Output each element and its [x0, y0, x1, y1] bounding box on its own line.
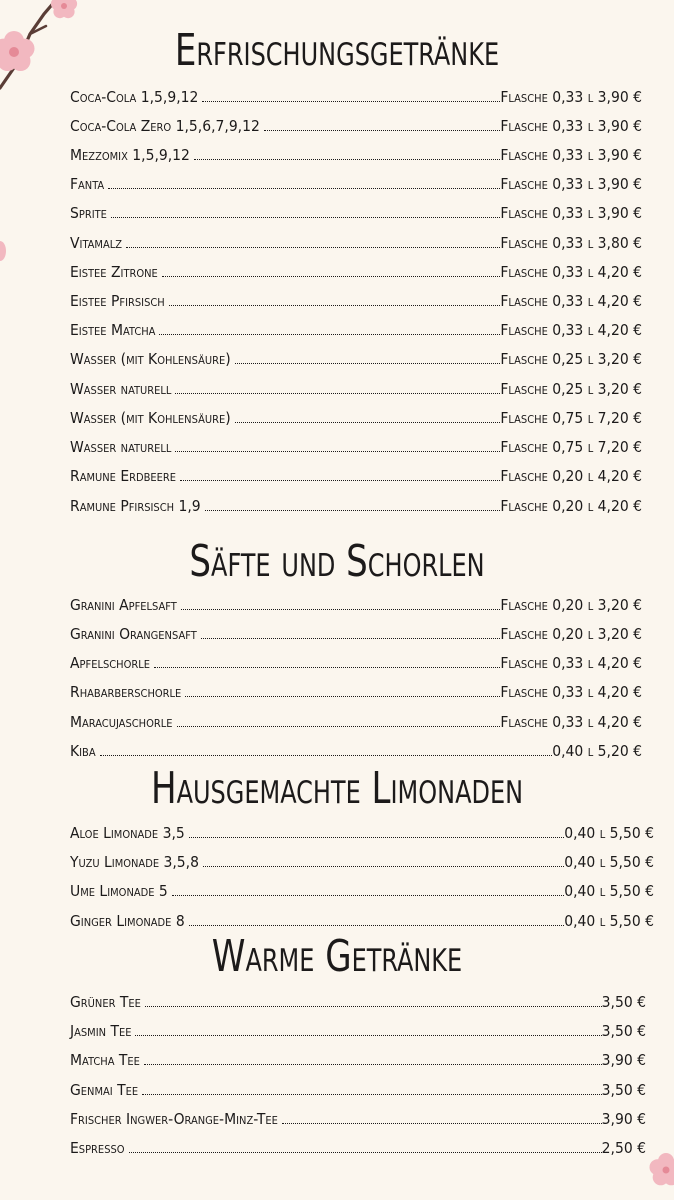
menu-item — [70, 592, 642, 614]
dot-leader — [177, 726, 501, 727]
dot-leader — [235, 363, 501, 364]
dot-leader — [159, 334, 500, 335]
item-name: Apfelschorle — [70, 654, 151, 672]
item-name: Wasser (mit Kohlensäure) — [70, 350, 231, 368]
menu-item — [70, 376, 642, 398]
menu-item — [70, 1135, 646, 1157]
menu-item — [70, 738, 642, 760]
dot-leader — [142, 1094, 602, 1095]
item-price: Flasche 0,33 l 3,90 € — [500, 204, 642, 222]
item-price: Flasche 0,25 l 3,20 € — [500, 380, 642, 398]
dot-leader — [264, 130, 501, 131]
item-name: Frischer Ingwer-Orange-Minz-Tee — [70, 1110, 278, 1128]
menu-item — [70, 346, 642, 368]
item-name: Kiba — [70, 742, 96, 760]
menu-item — [70, 434, 642, 456]
item-name: Aloe Limonade 3,5 — [70, 824, 185, 842]
item-name: Mezzomix 1,5,9,12 — [70, 146, 190, 164]
dot-leader — [126, 247, 500, 248]
menu-item — [70, 405, 642, 427]
item-name: Granini Apfelsaft — [70, 596, 177, 614]
dot-leader — [154, 667, 500, 668]
menu-item — [70, 171, 642, 193]
item-price: 3,50 € — [601, 993, 646, 1011]
item-name: Espresso — [70, 1139, 125, 1157]
menu-item — [70, 259, 642, 281]
item-name: Wasser (mit Kohlensäure) — [70, 409, 231, 427]
dot-leader — [169, 305, 501, 306]
dot-leader — [145, 1006, 602, 1007]
dot-leader — [162, 276, 501, 277]
dot-leader — [185, 696, 500, 697]
item-price: 0,40 l 5,20 € — [552, 742, 642, 760]
item-price: Flasche 0,33 l 3,80 € — [500, 234, 642, 252]
item-price: Flasche 0,33 l 4,20 € — [500, 321, 642, 339]
cherry-blossom-icon — [0, 236, 8, 266]
item-price: Flasche 0,33 l 4,20 € — [500, 683, 642, 701]
menu-item — [70, 317, 642, 339]
item-price: Flasche 0,20 l 3,20 € — [500, 625, 642, 643]
item-name: Grüner Tee — [70, 993, 141, 1011]
menu-item — [70, 621, 642, 643]
section-title-hausgemachte-limonaden: Hausgemachte Limonaden — [150, 763, 524, 814]
dot-leader — [203, 866, 564, 867]
item-price: Flasche 0,75 l 7,20 € — [500, 409, 642, 427]
item-name: Wasser naturell — [70, 380, 172, 398]
item-name: Eistee Zitrone — [70, 263, 158, 281]
menu-item — [70, 142, 642, 164]
dot-leader — [175, 393, 500, 394]
item-price: 2,50 € — [601, 1139, 646, 1157]
section-title-erfrischungsgetraenke: Erfrischungsgetränke — [174, 25, 500, 76]
dot-leader — [201, 638, 501, 639]
menu-item — [70, 463, 642, 485]
menu-item — [70, 849, 654, 871]
item-price: Flasche 0,33 l 4,20 € — [500, 713, 642, 731]
menu-item — [70, 84, 642, 106]
item-name: Ume Limonade 5 — [70, 882, 168, 900]
dot-leader — [180, 480, 500, 481]
item-price: 0,40 l 5,50 € — [564, 912, 654, 930]
dot-leader — [108, 188, 500, 189]
menu-item — [70, 878, 654, 900]
item-name: Vitamalz — [70, 234, 123, 252]
item-name: Matcha Tee — [70, 1051, 140, 1069]
dot-leader — [194, 159, 500, 160]
menu-item — [70, 908, 654, 930]
menu-item — [70, 709, 642, 731]
dot-leader — [282, 1123, 602, 1124]
item-name: Sprite — [70, 204, 107, 222]
item-price: Flasche 0,33 l 4,20 € — [500, 292, 642, 310]
menu-item — [70, 113, 642, 135]
item-price: Flasche 0,20 l 4,20 € — [500, 467, 642, 485]
menu-item — [70, 679, 642, 701]
item-price: Flasche 0,33 l 3,90 € — [500, 146, 642, 164]
item-name: Wasser naturell — [70, 438, 172, 456]
menu-item — [70, 493, 642, 515]
menu-item — [70, 989, 646, 1011]
item-name: Ginger Limonade 8 — [70, 912, 185, 930]
item-price: 3,90 € — [601, 1051, 646, 1069]
menu-item — [70, 650, 642, 672]
dot-leader — [205, 510, 501, 511]
menu-item — [70, 288, 642, 310]
dot-leader — [189, 837, 564, 838]
item-name: Eistee Matcha — [70, 321, 156, 339]
menu-item — [70, 1047, 646, 1069]
item-price: Flasche 0,25 l 3,20 € — [500, 350, 642, 368]
item-name: Coca-Cola 1,5,9,12 — [70, 88, 199, 106]
menu-item — [70, 820, 654, 842]
item-price: 3,50 € — [601, 1081, 646, 1099]
item-price: 3,90 € — [601, 1110, 646, 1128]
menu-item — [70, 1018, 646, 1040]
dot-leader — [135, 1035, 601, 1036]
item-name: Granini Orangensaft — [70, 625, 197, 643]
item-name: Eistee Pfirsisch — [70, 292, 165, 310]
item-name: Genmai Tee — [70, 1081, 139, 1099]
item-price: 0,40 l 5,50 € — [564, 853, 654, 871]
item-name: Coca-Cola Zero 1,5,6,7,9,12 — [70, 117, 260, 135]
menu-item — [70, 1106, 646, 1128]
item-price: Flasche 0,75 l 7,20 € — [500, 438, 642, 456]
dot-leader — [175, 451, 500, 452]
menu-item — [70, 200, 642, 222]
item-price: Flasche 0,33 l 4,20 € — [500, 263, 642, 281]
item-price: Flasche 0,33 l 3,90 € — [500, 117, 642, 135]
dot-leader — [111, 217, 500, 218]
item-name: Ramune Erdbeere — [70, 467, 177, 485]
item-price: Flasche 0,33 l 3,90 € — [500, 88, 642, 106]
dot-leader — [202, 101, 500, 102]
dot-leader — [189, 925, 565, 926]
item-price: 0,40 l 5,50 € — [564, 882, 654, 900]
item-name: Jasmin Tee — [70, 1022, 132, 1040]
dot-leader — [144, 1064, 602, 1065]
item-price: 3,50 € — [601, 1022, 646, 1040]
item-name: Fanta — [70, 175, 105, 193]
item-price: Flasche 0,33 l 3,90 € — [500, 175, 642, 193]
menu-item — [70, 230, 642, 252]
dot-leader — [129, 1152, 602, 1153]
item-price: 0,40 l 5,50 € — [564, 824, 654, 842]
dot-leader — [100, 755, 553, 756]
item-price: Flasche 0,33 l 4,20 € — [500, 654, 642, 672]
menu-item — [70, 1077, 646, 1099]
item-price: Flasche 0,20 l 4,20 € — [500, 497, 642, 515]
section-title-warme-getraenke: Warme Getränke — [211, 931, 463, 982]
item-name: Maracujaschorle — [70, 713, 173, 731]
item-name: Rhabarberschorle — [70, 683, 182, 701]
dot-leader — [181, 609, 501, 610]
dot-leader — [235, 422, 501, 423]
section-title-saefte-und-schorlen: Säfte und Schorlen — [189, 536, 485, 587]
dot-leader — [172, 895, 564, 896]
item-price: Flasche 0,20 l 3,20 € — [500, 596, 642, 614]
item-name: Ramune Pfirsisch 1,9 — [70, 497, 201, 515]
item-name: Yuzu Limonade 3,5,8 — [70, 853, 199, 871]
